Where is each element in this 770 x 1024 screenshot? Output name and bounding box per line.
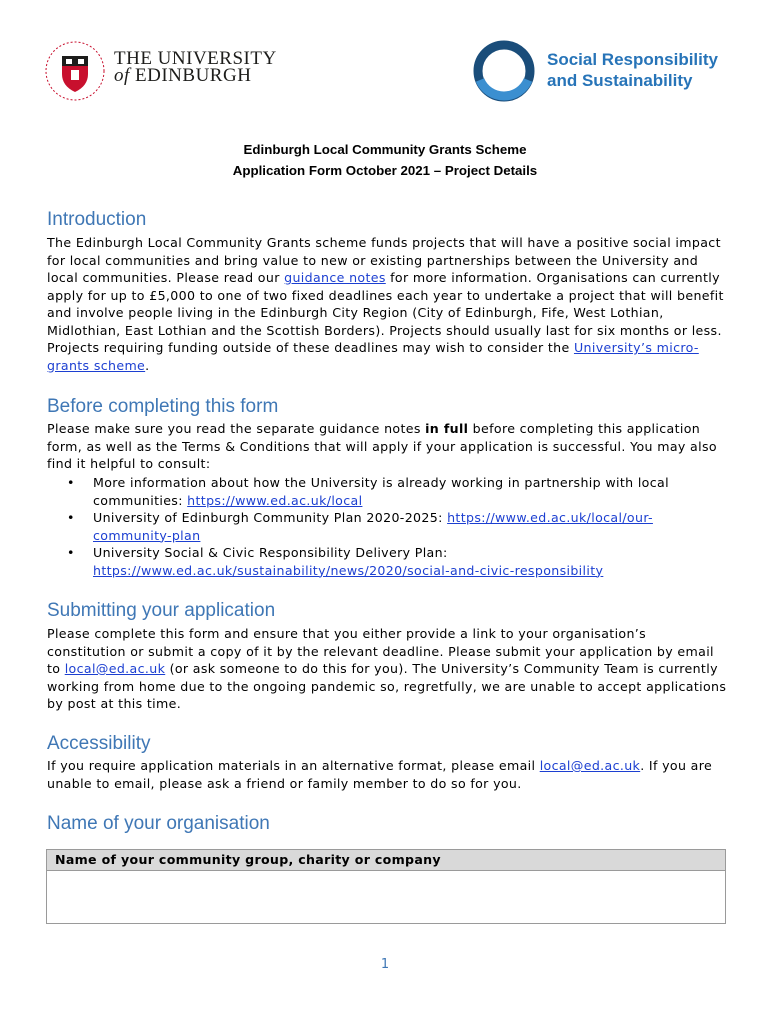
university-of-edinburgh-logo — [42, 40, 282, 100]
micro-grants-link[interactable]: University’s micro-grants scheme — [47, 340, 699, 373]
resources-list — [47, 474, 727, 579]
before-completing-heading: Before completing this form — [47, 396, 279, 417]
list-item — [47, 509, 727, 544]
intro-text-1: The Edinburgh Local Community Grants scheme funds projects that will have a positive social impact for local communities and bring value to new or existing partnerships between the University and local communities. Please read our — [47, 235, 721, 285]
submitting-text-2: (or ask someone to do this for you). The University’s Community Team is currently working from home due to the ongoing pandemic so, regretfully, we are unable to accept applications by post at this time. — [47, 661, 727, 711]
accessibility-text-2: . If you are unable to email, please ask a friend or family member to do so for you. — [47, 758, 713, 791]
srs-wordmark-line2: and Sustainability — [547, 71, 693, 90]
bullet-text: University Social & Civic Responsibility Delivery Plan: — [93, 545, 448, 560]
university-crest-icon — [42, 40, 108, 102]
bullet-text: University of Edinburgh Community Plan 2020-2025: — [93, 510, 448, 525]
local-link[interactable]: https://www.ed.ac.uk/local — [187, 492, 363, 508]
srs-wordmark — [547, 49, 718, 91]
accessibility-email-link[interactable]: local@ed.ac.uk — [539, 758, 641, 773]
accessibility-heading: Accessibility — [47, 733, 151, 754]
document-title — [0, 139, 770, 181]
srs-wordmark-line1: Social Responsibility — [547, 50, 718, 69]
bullet-text: More information about how the University is already working in partnership with local communities: — [93, 475, 669, 508]
page-number: 1 — [380, 957, 390, 972]
wordmark-of: of — [114, 65, 130, 86]
university-wordmark-line1: THE UNIVERSITY — [114, 48, 277, 69]
wordmark-edinburgh: EDINBURGH — [135, 65, 252, 86]
guidance-notes-link[interactable]: guidance notes — [284, 270, 386, 285]
organisation-table-header: Name of your community group, charity or company — [47, 850, 725, 871]
submitting-text-1: Please complete this form and ensure that you either provide a link to your organisation’s constitution or submit a copy of it by the relevant deadline. Please submit your application by email to — [47, 626, 714, 676]
document-title-line1: Edinburgh Local Community Grants Scheme — [243, 142, 527, 157]
before-bold-text: in full — [425, 421, 469, 436]
university-wordmark-line2 — [114, 67, 277, 84]
accessibility-text-1: If you require application materials in an alternative format, please email — [47, 758, 540, 773]
before-text-1: Please make sure you read the separate guidance notes — [47, 421, 426, 436]
organisation-name-field[interactable] — [47, 871, 725, 923]
introduction-paragraph — [47, 234, 727, 374]
bullet-icon: • — [67, 475, 75, 490]
before-text-2: before completing this application form, as well as the Terms & Conditions that will apply if your application is successful. You may also find it helpful to consult: — [47, 421, 717, 471]
document-title-line2: Application Form October 2021 – Project Details — [232, 163, 538, 178]
submit-email-link[interactable]: local@ed.ac.uk — [64, 661, 166, 676]
social-responsibility-logo — [472, 40, 742, 102]
introduction-heading: Introduction — [47, 209, 147, 230]
organisation-heading: Name of your organisation — [47, 813, 270, 834]
intro-text-3: . — [145, 357, 150, 373]
community-plan-link[interactable]: https://www.ed.ac.uk/local/our-community-plan — [93, 510, 653, 543]
intro-text-2: for more information. Organisations can currently apply for up to £5,000 to one of two fixed deadlines each year to undertake a project that will benefit and involve people living in the Edinburgh City Region (City of Edinburgh, Fife, West Lothian, Midlothian, East Lothian and the Scottish Borders). Projects should usually last for six months or less. Projects requiring funding outside of these deadlines may wish to consider the — [47, 270, 724, 355]
organisation-table — [46, 849, 726, 924]
accessibility-paragraph — [47, 757, 727, 792]
submitting-heading: Submitting your application — [47, 600, 276, 621]
bullet-icon: • — [67, 545, 75, 560]
list-item — [47, 544, 727, 579]
civic-responsibility-link[interactable]: https://www.ed.ac.uk/sustainability/news/2020/social-and-civic-responsibility — [93, 562, 604, 578]
university-wordmark — [114, 50, 277, 84]
submitting-paragraph — [47, 625, 727, 713]
bullet-icon: • — [67, 510, 75, 525]
before-completing-paragraph — [47, 420, 727, 473]
srs-ring-icon — [472, 40, 536, 104]
list-item — [47, 474, 727, 509]
